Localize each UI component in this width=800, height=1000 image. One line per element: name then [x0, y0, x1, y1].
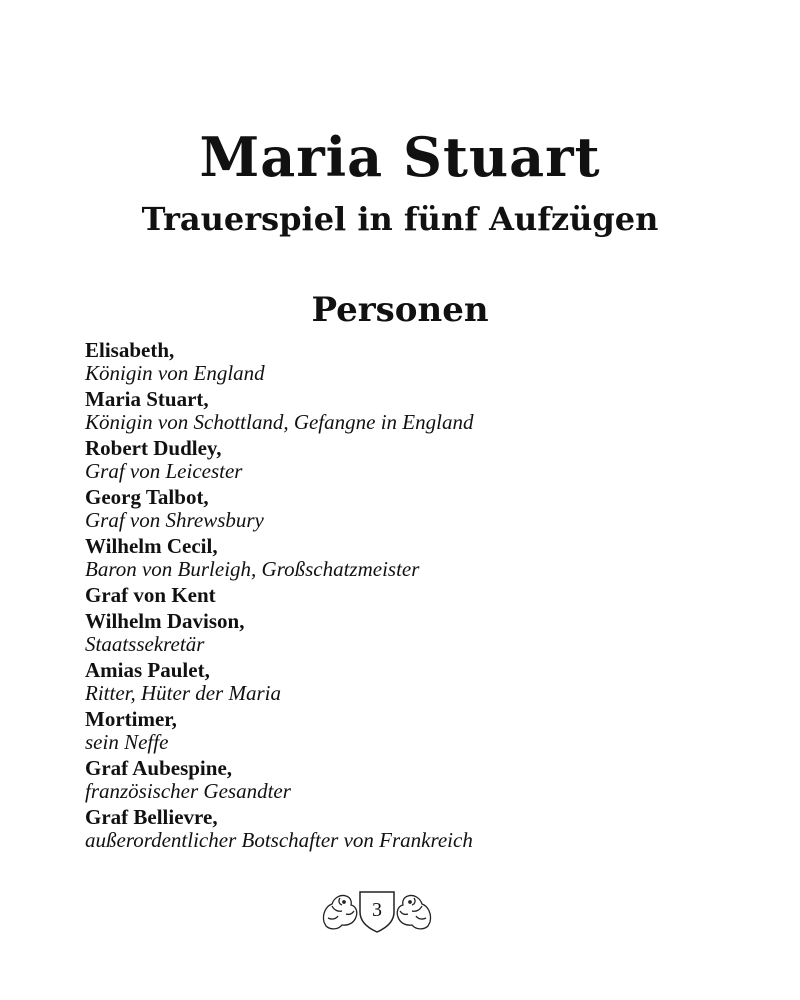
cast-entry	[85, 658, 765, 705]
cast-name: Robert Dudley,	[85, 436, 222, 460]
cast-description: Königin von England	[85, 361, 265, 385]
cast-list	[85, 338, 765, 854]
play-title: Maria Stuart	[199, 125, 601, 189]
cast-name: Georg Talbot,	[85, 485, 209, 509]
cast-description: außerordentlicher Botschafter von Frankreich	[85, 828, 473, 852]
cast-description: Königin von Schottland, Gefangne in England	[85, 410, 474, 434]
cast-entry	[85, 805, 765, 852]
cast-name: Amias Paulet,	[85, 658, 210, 682]
cast-name: Maria Stuart,	[85, 387, 209, 411]
cast-name: Graf Aubespine,	[85, 756, 233, 780]
cast-entry	[85, 387, 765, 434]
cast-description: Graf von Shrewsbury	[85, 508, 264, 532]
cast-description: Ritter, Hüter der Maria	[85, 681, 281, 705]
page-number: 3	[372, 899, 382, 921]
cast-name: Wilhelm Cecil,	[85, 534, 218, 558]
cast-entry	[85, 609, 765, 656]
cast-description: Graf von Leicester	[85, 459, 243, 483]
cast-name: Mortimer,	[85, 707, 177, 731]
cast-description: sein Neffe	[85, 730, 169, 754]
cast-description: Baron von Burleigh, Großschatzmeister	[85, 557, 420, 581]
cast-entry	[85, 756, 765, 803]
cast-description: französischer Gesandter	[85, 779, 291, 803]
cast-description: Staatssekretär	[85, 632, 205, 656]
cast-heading: Personen	[311, 290, 489, 330]
cast-entry	[85, 436, 765, 483]
cast-entry	[85, 583, 765, 607]
play-subtitle: Trauerspiel in fünf Aufzügen	[141, 200, 659, 238]
cast-entry	[85, 707, 765, 754]
cast-entry	[85, 485, 765, 532]
cast-name: Elisabeth,	[85, 338, 175, 362]
cast-name: Graf Bellievre,	[85, 805, 218, 829]
cast-name: Wilhelm Davison,	[85, 609, 245, 633]
cast-entry	[85, 338, 765, 385]
cast-entry	[85, 534, 765, 581]
cast-name: Graf von Kent	[85, 583, 216, 607]
